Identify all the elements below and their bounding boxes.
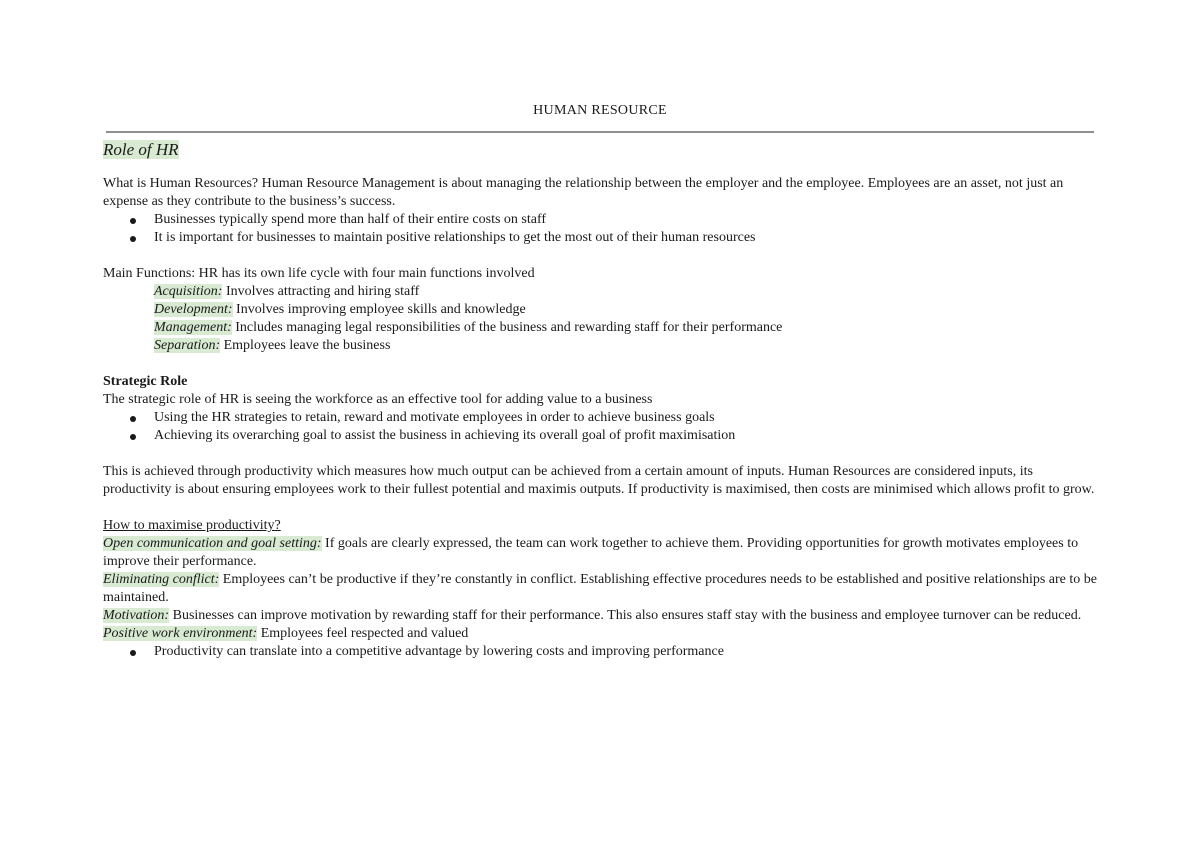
function-item-development	[154, 301, 1098, 319]
list-item	[103, 643, 1098, 661]
role-of-hr-bullets	[103, 211, 1098, 247]
bullet-text: Using the HR strategies to retain, reward and motivate employees in order to achieve business goals	[154, 410, 715, 425]
page-header-title: HUMAN RESOURCE	[533, 103, 667, 118]
productivity-text: Businesses can improve motivation by rewarding staff for their performance. This also ensures staff stay with the business and employee turnover can be reduced.	[169, 608, 1082, 623]
list-item	[103, 427, 1098, 445]
strategic-role-intro: The strategic role of HR is seeing the workforce as an effective tool for adding value to a business	[103, 392, 653, 407]
function-term: Separation:	[154, 338, 221, 353]
list-item	[103, 409, 1098, 427]
header-divider	[106, 131, 1094, 133]
document-body	[103, 139, 1098, 661]
main-functions-intro: Main Functions: HR has its own life cycle with four main functions involved	[103, 266, 535, 281]
bullet-icon	[130, 236, 136, 242]
function-term: Management:	[154, 320, 232, 335]
productivity-paragraph: This is achieved through productivity which measures how much output can be achieved from a certain amount of inputs. Human Resources are considered inputs, its productivity is about ensuring employees work to their fullest potential and maximis outputs. If productivity is maximised, then costs are minimised which allows profit to grow.	[103, 464, 1095, 497]
spacer	[103, 355, 1098, 373]
section-heading-role-of-hr	[103, 139, 1098, 161]
productivity-text: Employees feel respected and valued	[257, 626, 469, 641]
function-text: Includes managing legal responsibilities of the business and rewarding staff for their performance	[231, 320, 783, 335]
spacer	[103, 499, 1098, 517]
spacer	[103, 247, 1098, 265]
strategic-role-bullets	[103, 409, 1098, 445]
bullet-icon	[130, 434, 136, 440]
role-of-hr-intro: What is Human Resources? Human Resource Management is about managing the relationship between the employer and the employee. Employees are an asset, not just an expense as they contribute to the business’s success.	[103, 176, 1064, 209]
function-text: Involves attracting and hiring staff	[222, 284, 420, 299]
bullet-text: It is important for businesses to maintain positive relationships to get the most out of their human resources	[154, 230, 756, 245]
section-heading-strategic-role: Strategic Role	[103, 374, 188, 389]
bullet-text: Achieving its overarching goal to assist the business in achieving its overall goal of profit maximisation	[154, 428, 736, 443]
bullet-text: Productivity can translate into a competitive advantage by lowering costs and improving performance	[154, 644, 724, 659]
function-item-acquisition	[154, 283, 1098, 301]
productivity-item-environment	[103, 625, 1098, 643]
spacer	[103, 161, 1098, 175]
productivity-text: If goals are clearly expressed, the team can work together to achieve them. Providing opportunities for growth motivates employees to improve their performance.	[103, 536, 1079, 569]
productivity-item-communication	[103, 535, 1098, 571]
list-item	[103, 229, 1098, 247]
list-item	[103, 211, 1098, 229]
function-term: Development:	[154, 302, 233, 317]
productivity-term: Positive work environment:	[103, 626, 258, 641]
bullet-icon	[130, 650, 136, 656]
bullet-icon	[130, 416, 136, 422]
function-item-management	[154, 319, 1098, 337]
productivity-item-conflict	[103, 571, 1098, 607]
function-text: Involves improving employee skills and knowledge	[232, 302, 526, 317]
function-term: Acquisition:	[154, 284, 223, 299]
function-text: Employees leave the business	[220, 338, 391, 353]
spacer	[103, 445, 1098, 463]
productivity-item-motivation	[103, 607, 1098, 625]
maximise-productivity-bullets	[103, 643, 1098, 661]
role-of-hr-heading-text: Role of HR	[103, 140, 179, 159]
productivity-text: Employees can’t be productive if they’re constantly in conflict. Establishing effective procedures needs to be established and positive relationships are to be maintained.	[103, 572, 1097, 605]
section-heading-maximise-productivity: How to maximise productivity?	[103, 518, 281, 533]
bullet-text: Businesses typically spend more than half of their entire costs on staff	[154, 212, 547, 227]
bullet-icon	[130, 218, 136, 224]
productivity-term: Motivation:	[103, 608, 170, 623]
productivity-term: Open communication and goal setting:	[103, 536, 322, 551]
function-item-separation	[154, 337, 1098, 355]
main-functions-list	[103, 283, 1098, 355]
productivity-term: Eliminating conflict:	[103, 572, 220, 587]
